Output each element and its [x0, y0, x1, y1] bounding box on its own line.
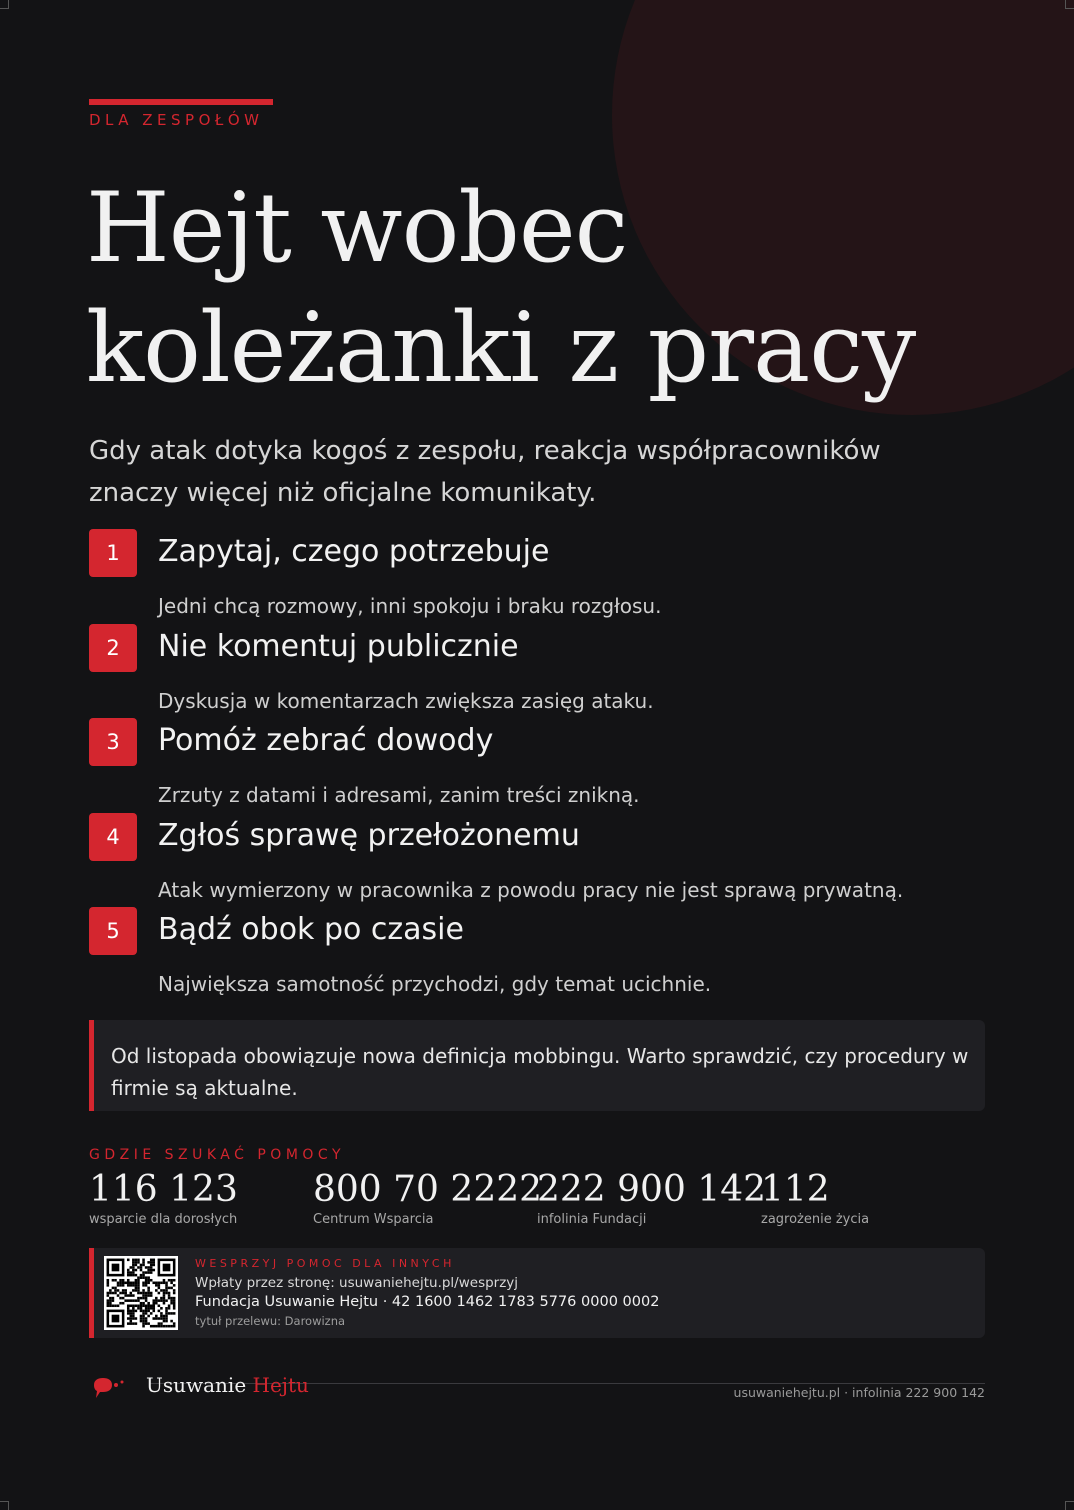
crop-mark	[1065, 0, 1074, 9]
step-number-badge: 2	[89, 624, 137, 672]
step-title: Pomóż zebrać dowody	[158, 723, 494, 758]
donate-website-line: Wpłaty przez stronę: usuwaniehejtu.pl/wesprzyj	[195, 1275, 519, 1291]
step-description: Dyskusja w komentarzach zwiększa zasięg ataku.	[158, 688, 654, 713]
help-heading: GDZIE SZUKAĆ POMOCY	[89, 1147, 346, 1163]
step-title: Nie komentuj publicznie	[158, 628, 519, 664]
helpline-number: 800 70 2222	[313, 1169, 543, 1210]
helpline-label: infolinia Fundacji	[537, 1212, 647, 1227]
intro-text: Gdy atak dotyka kogoś z zespołu, reakcja współpracowników znaczy więcej niż oficjalne komunikaty.	[89, 436, 881, 508]
helpline-number: 116 123	[89, 1169, 238, 1210]
steps-list	[89, 529, 969, 1002]
helpline-label: wsparcie dla dorosłych	[89, 1212, 238, 1227]
donate-transfer-title: tytuł przelewu: Darowizna	[195, 1314, 346, 1328]
crop-mark	[1065, 1501, 1074, 1510]
step-description: Atak wymierzony w pracownika z powodu pracy nie jest sprawą prywatną.	[158, 877, 904, 902]
qr-code-icon[interactable]	[104, 1256, 178, 1330]
step-number-badge: 5	[89, 907, 137, 955]
step-title: Bądź obok po czasie	[158, 912, 464, 947]
step-item	[89, 718, 969, 813]
logo-wordmark	[146, 1373, 309, 1397]
step-item	[89, 813, 969, 908]
crop-mark	[0, 1501, 9, 1510]
logo-word-usuwanie: Usuwanie	[146, 1373, 247, 1397]
donation-panel	[89, 1248, 985, 1338]
step-item	[89, 529, 969, 624]
kicker-label: DLA ZESPOŁÓW	[89, 111, 264, 129]
note-text: Od listopada obowiązuje nowa definicja mobbingu. Warto sprawdzić, czy procedury w firmie są aktualne.	[111, 1044, 969, 1100]
step-title: Zgłoś sprawę przełożonemu	[158, 817, 580, 853]
step-item	[89, 907, 969, 1002]
step-description: Największa samotność przychodzi, gdy temat ucichnie.	[158, 972, 712, 996]
step-number-badge: 3	[89, 718, 137, 766]
step-description: Zrzuty z datami i adresami, zanim treści znikną.	[158, 783, 640, 807]
crop-mark	[0, 0, 9, 9]
helpline-item	[761, 1168, 869, 1228]
helpline-number: 112	[761, 1169, 830, 1210]
donate-heading: WESPRZYJ POMOC DLA INNYCH	[195, 1257, 455, 1270]
kicker-accent-bar	[89, 99, 273, 105]
helpline-label: zagrożenie życia	[761, 1212, 870, 1227]
helpline-item	[313, 1168, 542, 1228]
step-number-badge: 4	[89, 813, 137, 861]
step-item	[89, 624, 969, 719]
page-title	[86, 168, 1046, 408]
mobbing-note-callout	[89, 1020, 985, 1111]
helpline-item	[89, 1168, 238, 1228]
logo-word-hejtu: Hejtu	[252, 1373, 309, 1397]
title-line-2: koleżanki z pracy	[86, 292, 916, 404]
helpline-number: 222 900 142	[537, 1169, 767, 1210]
title-line-1: Hejt wobec	[86, 172, 628, 284]
helpline-list	[89, 1168, 985, 1228]
step-description: Jedni chcą rozmowy, inni spokoju i braku rozgłosu.	[158, 594, 662, 618]
step-title: Zapytaj, czego potrzebuje	[158, 534, 550, 569]
donate-account-line: Fundacja Usuwanie Hejtu · 42 1600 1462 1783 5776 0000 0002	[195, 1294, 660, 1310]
helpline-label: Centrum Wsparcia	[313, 1212, 434, 1227]
step-number-badge: 1	[89, 529, 137, 577]
speech-bubble-icon	[92, 1376, 126, 1402]
footer-contact: usuwaniehejtu.pl · infolinia 222 900 142	[733, 1385, 985, 1400]
helpline-item	[537, 1168, 766, 1228]
